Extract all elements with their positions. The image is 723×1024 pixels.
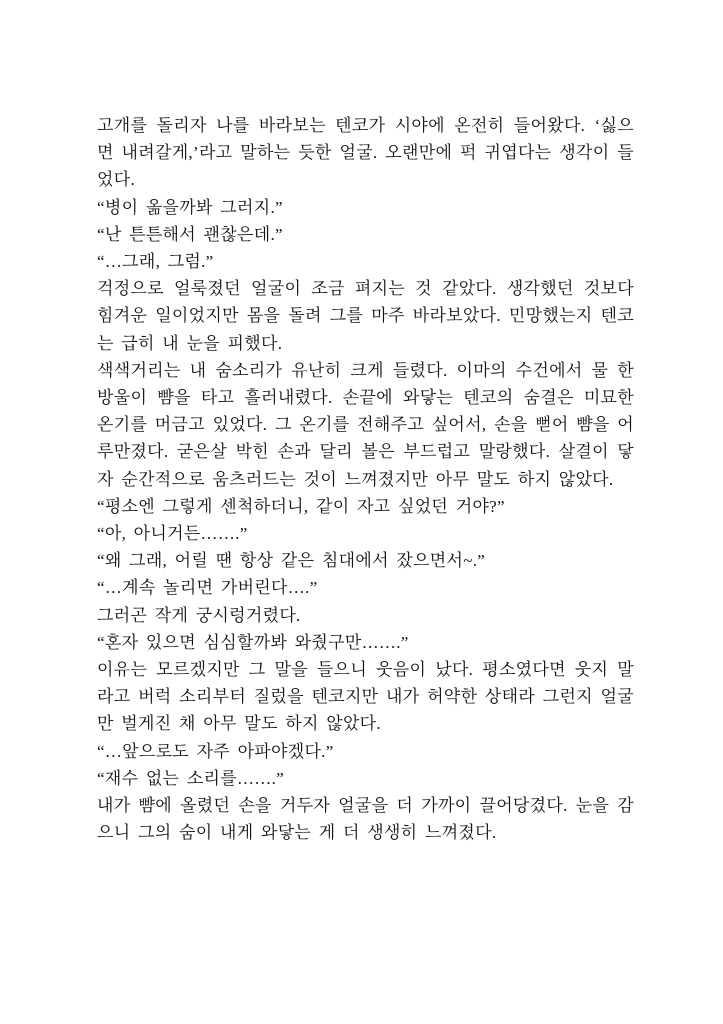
dialogue-line: “재수 없는 소리를…….” xyxy=(97,768,284,788)
paragraph: 내가 뺨에 올렸던 손을 거두자 얼굴을 더 가까이 끌어당겼다. 눈을 감으니 그의 숨이 내게 와닿는 게 더 생생히 느껴졌다. xyxy=(97,796,634,843)
paragraph: 걱정으로 얼룩졌던 얼굴이 조금 펴지는 것 같았다. 생각했던 것보다 힘겨운 일이었지만 몸을 돌려 그를 마주 바라보았다. 민망했는지 텐코는 급히 내 눈을 피했다. xyxy=(97,279,634,353)
dialogue-line: “병이 옮을까봐 그러지.” xyxy=(97,197,283,217)
dialogue-line: “왜 그래, 어릴 땐 항상 같은 침대에서 잤으면서~.” xyxy=(97,551,486,571)
novel-text-content xyxy=(97,112,634,846)
dialogue-line: “…그래, 그럼.” xyxy=(97,252,214,272)
dialogue-line: “아, 아니거든…….” xyxy=(97,524,248,544)
paragraph: 고개를 돌리자 나를 바라보는 텐코가 시야에 온전히 들어왔다. ‘싫으면 내려갈게,’라고 말하는 듯한 얼굴. 오랜만에 퍽 귀엽다는 생각이 들었다. xyxy=(97,116,634,190)
dialogue-line: “혼자 있으면 심심할까봐 와줬구만…….” xyxy=(97,632,409,652)
dialogue-line: “…앞으로도 자주 아파야겠다.” xyxy=(97,741,334,761)
dialogue-line: “난 튼튼해서 괜찮은데.” xyxy=(97,224,283,244)
paragraph: 그러곤 작게 궁시렁거렸다. xyxy=(97,605,301,625)
dialogue-line: “…계속 놀리면 가버린다….” xyxy=(97,578,318,598)
paragraph: 이유는 모르겠지만 그 말을 들으니 웃음이 났다. 평소였다면 웃지 말라고 버럭 소리부터 질렀을 텐코지만 내가 허약한 상태라 그런지 얼굴만 벌게진 채 아무 말도 하지 않았다. xyxy=(97,660,634,734)
dialogue-line: “평소엔 그렇게 센척하더니, 같이 자고 싶었던 거야?” xyxy=(97,496,505,516)
paragraph: 색색거리는 내 숨소리가 유난히 크게 들렸다. 이마의 수건에서 물 한 방울이 뺨을 타고 흘러내렸다. 손끝에 와닿는 텐코의 숨결은 미묘한 온기를 머금고 있었다. 그 온기를 전해주고 싶어서, 손을 뻗어 뺨을 어루만졌다. 굳은살 박힌 손과 달리 볼은 부드럽고 말랑했다. 살결이 닿자 순간적으로 움츠러드는 것이 느껴졌지만 아무 말도 하지 않았다. xyxy=(97,360,634,489)
